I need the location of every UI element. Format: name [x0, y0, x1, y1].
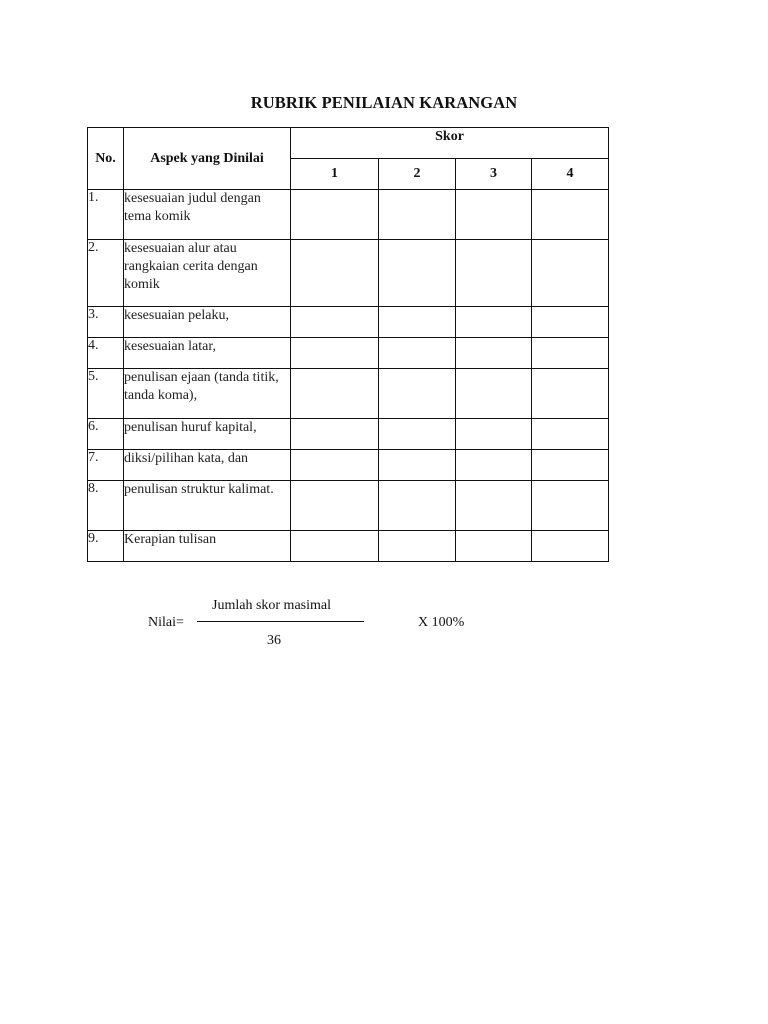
row-number: 8.: [88, 481, 124, 531]
score-cell: [379, 240, 456, 307]
score-cell: [532, 190, 609, 240]
header-score-1: 1: [291, 159, 379, 190]
row-aspect: kesesuaian alur atau rangkaian cerita dengan komik: [124, 240, 291, 307]
row-aspect: kesesuaian pelaku,: [124, 307, 291, 338]
header-score-2: 2: [379, 159, 456, 190]
score-cell: [456, 190, 532, 240]
score-cell: [532, 419, 609, 450]
row-number: 2.: [88, 240, 124, 307]
score-cell: [456, 419, 532, 450]
row-aspect: penulisan struktur kalimat.: [124, 481, 291, 531]
score-cell: [379, 338, 456, 369]
row-number: 5.: [88, 369, 124, 419]
rubric-table: [87, 127, 609, 562]
score-cell: [291, 369, 379, 419]
table-row: [88, 481, 609, 531]
header-skor: Skor: [291, 128, 609, 159]
score-cell: [532, 240, 609, 307]
header-aspek: Aspek yang Dinilai: [124, 128, 291, 190]
row-aspect: kesesuaian judul dengan tema komik: [124, 190, 291, 240]
score-cell: [456, 450, 532, 481]
document-title: RUBRIK PENILAIAN KARANGAN: [250, 93, 518, 112]
score-cell: [379, 419, 456, 450]
score-cell: [291, 531, 379, 562]
score-cell: [379, 481, 456, 531]
score-cell: [291, 240, 379, 307]
score-cell: [379, 190, 456, 240]
table-row: [88, 190, 609, 240]
score-cell: [291, 338, 379, 369]
table-row: [88, 369, 609, 419]
score-cell: [532, 307, 609, 338]
formula-numerator: Jumlah skor masimal: [212, 598, 331, 613]
row-aspect: penulisan huruf kapital,: [124, 419, 291, 450]
table-row: [88, 307, 609, 338]
formula-label: Nilai=: [148, 615, 184, 630]
score-cell: [532, 531, 609, 562]
header-score-3: 3: [456, 159, 532, 190]
score-cell: [456, 369, 532, 419]
row-number: 7.: [88, 450, 124, 481]
score-cell: [379, 450, 456, 481]
score-cell: [532, 369, 609, 419]
score-cell: [532, 450, 609, 481]
row-aspect: diksi/pilihan kata, dan: [124, 450, 291, 481]
score-cell: [456, 240, 532, 307]
score-cell: [532, 338, 609, 369]
header-no: No.: [88, 128, 124, 190]
score-cell: [456, 481, 532, 531]
row-number: 9.: [88, 531, 124, 562]
score-cell: [379, 531, 456, 562]
table-row: [88, 450, 609, 481]
score-cell: [456, 338, 532, 369]
score-cell: [379, 307, 456, 338]
score-cell: [532, 481, 609, 531]
score-cell: [291, 419, 379, 450]
score-cell: [291, 481, 379, 531]
score-cell: [291, 190, 379, 240]
score-cell: [379, 369, 456, 419]
score-cell: [456, 307, 532, 338]
header-score-4: 4: [532, 159, 609, 190]
table-row: [88, 338, 609, 369]
row-number: 4.: [88, 338, 124, 369]
score-cell: [291, 307, 379, 338]
row-number: 1.: [88, 190, 124, 240]
fraction-bar: [197, 621, 364, 622]
row-number: 3.: [88, 307, 124, 338]
score-cell: [291, 450, 379, 481]
formula-multiplier: X 100%: [418, 615, 465, 630]
row-aspect: kesesuaian latar,: [124, 338, 291, 369]
table-row: [88, 531, 609, 562]
formula-denominator: 36: [267, 633, 281, 648]
score-cell: [456, 531, 532, 562]
row-aspect: Kerapian tulisan: [124, 531, 291, 562]
row-number: 6.: [88, 419, 124, 450]
table-row: [88, 240, 609, 307]
table-row: [88, 419, 609, 450]
row-aspect: penulisan ejaan (tanda titik, tanda koma),: [124, 369, 291, 419]
